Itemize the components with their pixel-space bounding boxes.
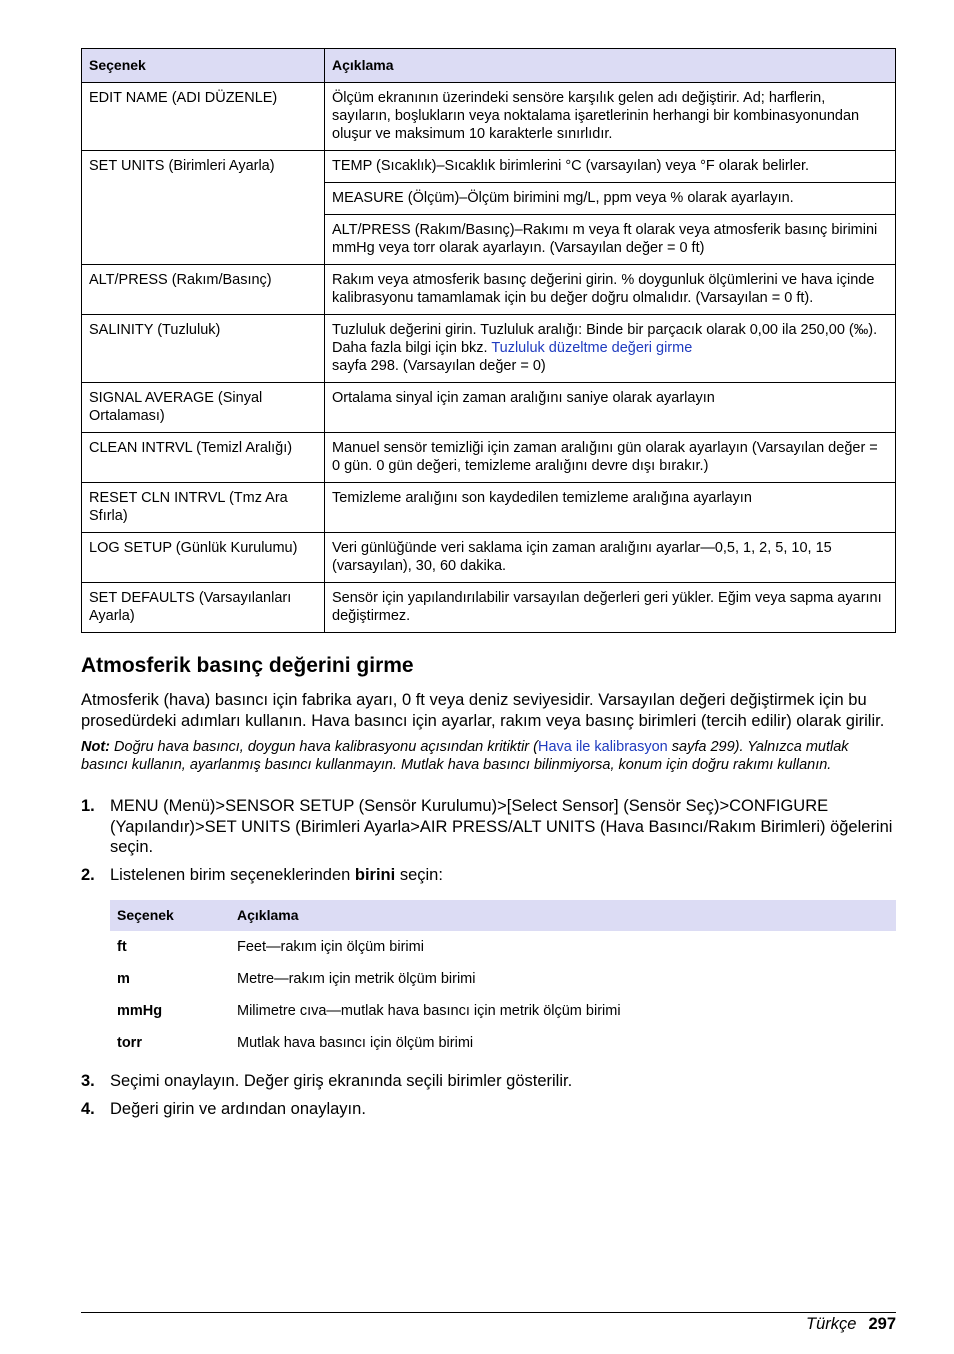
options-table	[81, 48, 896, 633]
air-calibration-link[interactable]: Hava ile kalibrasyon	[537, 739, 668, 755]
description-cell: TEMP (Sıcaklık)–Sıcaklık birimlerini °C (varsayılan) veya °F olarak belirler.	[325, 151, 896, 183]
option-cell: LOG SETUP (Günlük Kurulumu)	[82, 533, 325, 583]
table-row	[110, 995, 896, 1027]
unit-cell: torr	[117, 1035, 142, 1051]
table-row	[82, 265, 896, 315]
option-cell: EDIT NAME (ADI DÜZENLE)	[82, 83, 325, 151]
step-emphasis: birini	[354, 865, 396, 884]
step-text: Listelenen birim seçeneklerinden	[110, 865, 355, 884]
description-cell: Temizleme aralığını son kaydedilen temizleme aralığına ayarlayın	[325, 483, 896, 533]
step-text: MENU (Menü)>SENSOR SETUP (Sensör Kurulumu)>[Select Sensor] (Sensör Seç)>CONFIGURE (Yapılandır)>SET UNITS (Birimleri Ayarla>AIR PRESS/ALT UNITS (Hava Basıncı/Rakım Birimleri) öğelerini seçin.	[110, 797, 893, 856]
unit-description-cell: Mutlak hava basıncı için ölçüm birimi	[237, 1035, 474, 1051]
unit-description-cell: Milimetre cıva—mutlak hava basıncı için metrik ölçüm birimi	[237, 1003, 621, 1019]
salinity-desc-text: Tuzluluk değerini girin. Tuzluluk aralığı: Binde bir parçacık olarak 0,00 ila 250,00 (‰). Daha fazla bilgi için bkz.	[332, 322, 878, 356]
step-number: 3.	[81, 1072, 95, 1090]
description-cell: ALT/PRESS (Rakım/Basınç)–Rakımı m veya ft olarak veya atmosferik basınç birimini mmHg veya torr olarak ayarlayın. (Varsayılan değer = 0 ft)	[325, 215, 896, 265]
step-text: Değeri girin ve ardından onaylayın.	[110, 1099, 366, 1118]
table-row	[82, 151, 896, 183]
footer-language: Türkçe	[806, 1315, 857, 1333]
page-number: 297	[868, 1315, 896, 1333]
step-item	[81, 1071, 896, 1092]
page-footer	[81, 1312, 896, 1333]
description-cell	[325, 315, 896, 383]
table-row	[82, 315, 896, 383]
units-table	[110, 900, 896, 1059]
unit-cell: mmHg	[117, 1003, 163, 1019]
unit-cell: m	[117, 971, 130, 987]
option-cell: RESET CLN INTRVL (Tmz Ara Sfırla)	[82, 483, 325, 533]
option-cell: SET UNITS (Birimleri Ayarla)	[82, 151, 325, 265]
option-cell: SALINITY (Tuzluluk)	[82, 315, 325, 383]
procedure-steps	[81, 796, 896, 1119]
description-cell: Sensör için yapılandırılabilir varsayılan değerleri geri yükler. Eğim veya sapma ayarını değiştirmez.	[325, 583, 896, 633]
options-table-header	[82, 49, 896, 83]
step-text-end: seçin:	[395, 865, 443, 884]
step-number: 4.	[81, 1099, 95, 1118]
table-row	[82, 533, 896, 583]
description-cell: Ölçüm ekranının üzerindeki sensöre karşılık gelen adı değiştirir. Ad; harflerin, sayıların, boşlukların veya noktalama işaretlerinin herhangi bir kombinasyonundan oluşur ve maksimum 10 karakterle sınırlıdır.	[325, 83, 896, 151]
option-cell: SET DEFAULTS (Varsayılanları Ayarla)	[82, 583, 325, 633]
page-content	[81, 48, 896, 1126]
table-row	[110, 931, 896, 963]
column-header-description: Açıklama	[230, 900, 896, 931]
step-number: 2.	[81, 865, 95, 884]
step-item	[81, 796, 896, 858]
table-row	[82, 383, 896, 433]
table-row	[110, 1027, 896, 1059]
table-row	[82, 483, 896, 533]
column-header-description: Açıklama	[325, 49, 896, 83]
salinity-correction-link[interactable]: Tuzluluk düzeltme değeri girme	[491, 340, 693, 356]
unit-cell: ft	[117, 939, 127, 955]
step-number: 1.	[81, 797, 95, 815]
note-text-cont: sayfa 299). Yalnızca mutlak basıncı kullanın, ayarlanmış basıncı kullanmayın. Mutlak hava basıncı bilinmiyorsa, konum için doğru rakımı kullanın.	[81, 739, 849, 773]
unit-description-cell: Metre—rakım için metrik ölçüm birimi	[237, 971, 476, 987]
column-header-option: Seçenek	[82, 49, 325, 83]
option-cell: SIGNAL AVERAGE (Sinyal Ortalaması)	[82, 383, 325, 433]
table-row	[110, 963, 896, 995]
step-item	[81, 865, 896, 1060]
step-item	[81, 1099, 896, 1120]
description-cell: Manuel sensör temizliği için zaman aralığını gün olarak ayarlayın (Varsayılan değer = 0 gün. 0 gün değeri, temizleme aralığını devre dışı bırakır.)	[325, 433, 896, 483]
salinity-desc-page: sayfa 298. (Varsayılan değer = 0)	[332, 358, 546, 374]
section-intro: Atmosferik (hava) basıncı için fabrika ayarı, 0 ft veya deniz seviyesidir. Varsayılan değeri değiştirmek için bu prosedürdeki adımları kullanın. Hava basıncı için ayarlar, rakım veya basınç birimleri (tercih edilir) olarak girilir.	[81, 691, 885, 730]
description-cell: MEASURE (Ölçüm)–Ölçüm birimini mg/L, ppm veya % olarak ayarlayın.	[325, 183, 896, 215]
note-text: Doğru hava basıncı, doygun hava kalibrasyonu açısından kritiktir (	[110, 739, 538, 755]
description-cell: Ortalama sinyal için zaman aralığını saniye olarak ayarlayın	[325, 383, 896, 433]
table-row	[82, 433, 896, 483]
table-row	[82, 83, 896, 151]
units-table-header	[110, 900, 896, 931]
note-label: Not:	[81, 739, 110, 755]
option-cell: CLEAN INTRVL (Temizl Aralığı)	[82, 433, 325, 483]
description-cell: Veri günlüğünde veri saklama için zaman aralığını ayarlar—0,5, 1, 2, 5, 10, 15 (varsayılan), 30, 60 dakika.	[325, 533, 896, 583]
description-cell: Rakım veya atmosferik basınç değerini girin. % doygunluk ölçümlerini ve hava içinde kalibrasyonu tamamlamak için bu değer doğru olmalıdır. (Varsayılan = 0 ft).	[325, 265, 896, 315]
column-header-option: Seçenek	[110, 900, 230, 931]
unit-description-cell: Feet—rakım için ölçüm birimi	[237, 939, 424, 955]
table-row	[82, 583, 896, 633]
section-title: Atmosferik basınç değerini girme	[81, 654, 414, 677]
option-cell: ALT/PRESS (Rakım/Basınç)	[82, 265, 325, 315]
note-paragraph	[81, 739, 896, 774]
step-text: Seçimi onaylayın. Değer giriş ekranında seçili birimler gösterilir.	[110, 1072, 573, 1090]
